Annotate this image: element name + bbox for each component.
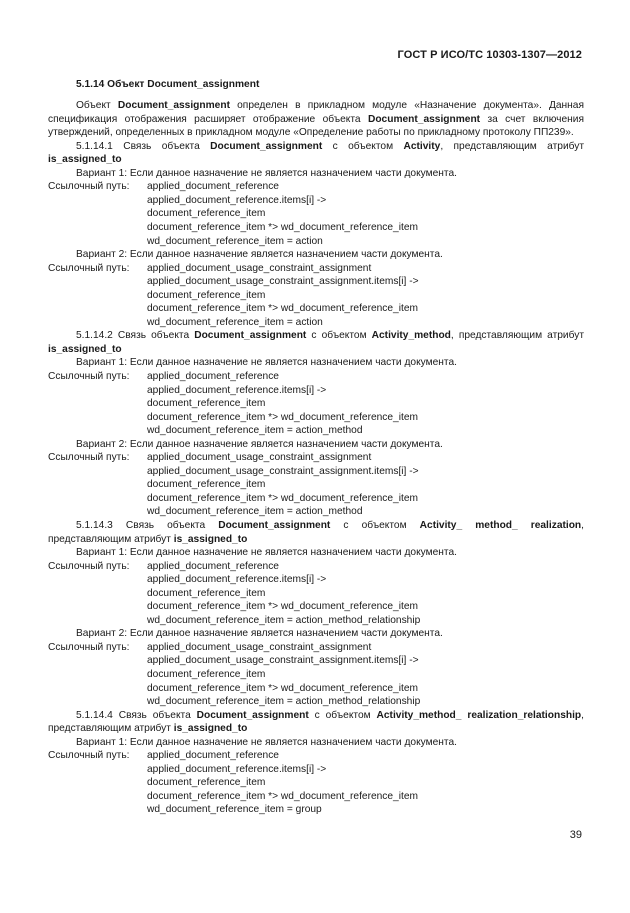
reference-path-line: applied_document_usage_constraint_assignment.items[i] -> <box>147 655 419 667</box>
entity-name: is_assigned_to <box>48 343 122 355</box>
reference-path-line: applied_document_reference <box>147 370 279 382</box>
intro-text: за счет включения утверждений, определенных в прикладном модуле «Определение работы по прикладному протоколу ПП239». <box>48 113 584 139</box>
page-number: 39 <box>569 829 582 841</box>
heading-text: 5.1.14.3 Связь объекта <box>76 520 219 531</box>
heading-text: с объектом <box>306 330 372 342</box>
entity-name: Activity <box>403 140 441 152</box>
reference-path-label: Ссылочный путь: <box>48 370 130 382</box>
reference-path-line: applied_document_usage_constraint_assignment <box>147 452 372 464</box>
entity-name: Activity_method_ realization_relationship <box>376 709 582 721</box>
reference-path-row <box>48 641 584 655</box>
reference-path-line: wd_document_reference_item = action_method_relationship <box>147 614 421 626</box>
entity-name: is_assigned_to <box>173 533 248 545</box>
reference-path-line: document_reference_item *> wd_document_reference_item <box>147 411 418 423</box>
subsections <box>48 140 584 817</box>
reference-path-line: document_reference_item *> wd_document_reference_item <box>147 682 418 694</box>
reference-path-line: applied_document_reference.items[i] -> <box>147 763 327 775</box>
reference-path-line: document_reference_item <box>147 777 266 789</box>
reference-path-row <box>48 749 584 763</box>
reference-path-line: document_reference_item *> wd_document_reference_item <box>147 221 418 233</box>
variant-condition: Вариант 1: Если данное назначение не является назначением части документа. <box>76 547 457 559</box>
entity-name: is_assigned_to <box>48 154 122 166</box>
page-content <box>48 78 584 817</box>
intro-paragraph <box>48 99 584 140</box>
section-title: 5.1.14 Объект Document_assignment <box>76 79 260 90</box>
reference-path-line: document_reference_item <box>147 289 266 301</box>
reference-path-row <box>48 262 584 276</box>
reference-path-line: document_reference_item <box>147 479 266 491</box>
reference-path-label: Ссылочный путь: <box>48 750 130 762</box>
reference-path-label: Ссылочный путь: <box>48 181 130 193</box>
reference-path-line: applied_document_reference.items[i] -> <box>147 384 327 396</box>
subsection <box>48 709 584 817</box>
heading-text: , представляющим атрибут <box>450 330 584 342</box>
variant-condition: Вариант 1: Если данное назначение не является назначением части документа. <box>76 167 457 179</box>
subsection-heading <box>48 329 584 356</box>
reference-path-line: document_reference_item *> wd_document_reference_item <box>147 790 418 802</box>
reference-path-label: Ссылочный путь: <box>48 262 130 274</box>
reference-path-row <box>48 180 584 194</box>
reference-path-line: wd_document_reference_item = action <box>147 316 323 328</box>
reference-path-line: wd_document_reference_item = action_method <box>147 425 363 437</box>
heading-text: , представляющим атрибут <box>440 140 584 152</box>
reference-path-line: document_reference_item *> wd_document_reference_item <box>147 303 418 315</box>
reference-path-line: applied_document_reference <box>147 181 279 193</box>
reference-path-label: Ссылочный путь: <box>48 641 130 653</box>
reference-path-line: wd_document_reference_item = group <box>147 804 322 816</box>
reference-path-line: applied_document_usage_constraint_assignment.items[i] -> <box>147 276 419 288</box>
variant-condition: Вариант 2: Если данное назначение является назначением части документа. <box>76 438 443 450</box>
intro-text: Объект <box>76 100 118 112</box>
reference-path-line: document_reference_item *> wd_document_reference_item <box>147 492 418 504</box>
heading-text: с объектом <box>322 140 404 152</box>
reference-path-line: applied_document_usage_constraint_assignment.items[i] -> <box>147 465 419 477</box>
subsection-heading <box>48 709 584 736</box>
entity-name: Activity_ method_ realization <box>419 520 582 531</box>
document-header: ГОСТ Р ИСО/ТС 10303-1307—2012 <box>397 49 582 61</box>
reference-path-line: applied_document_reference.items[i] -> <box>147 194 327 206</box>
intro-text: определен в прикладном модуле «Назначение документа». Данная спецификация отображения расширяет отображение объекта <box>48 100 584 125</box>
subsection <box>48 329 584 519</box>
reference-path-line: applied_document_reference <box>147 750 279 762</box>
reference-path-row <box>48 370 584 384</box>
entity-name: Document_assignment <box>196 709 309 721</box>
reference-path-line: wd_document_reference_item = action_method_relationship <box>147 696 421 708</box>
heading-text: с объектом <box>330 520 420 531</box>
heading-text: , представляющим атрибут <box>48 520 584 545</box>
reference-path-line: document_reference_item *> wd_document_reference_item <box>147 601 418 613</box>
reference-path-line: applied_document_usage_constraint_assignment <box>147 262 372 274</box>
variant-condition: Вариант 2: Если данное назначение является назначением части документа. <box>76 249 443 261</box>
subsection-heading <box>48 519 584 546</box>
reference-path-line: applied_document_reference.items[i] -> <box>147 574 327 586</box>
variant-condition: Вариант 2: Если данное назначение является назначением части документа. <box>76 628 443 640</box>
entity-name: is_assigned_to <box>173 723 248 735</box>
reference-path-row <box>48 451 584 465</box>
entity-name: Document_assignment <box>117 100 230 112</box>
entity-name: Document_assignment <box>367 113 481 125</box>
subsection <box>48 519 584 709</box>
entity-name: Document_assignment <box>218 520 331 531</box>
reference-path-line: wd_document_reference_item = action <box>147 235 323 247</box>
heading-text: 5.1.14.1 Связь объекта <box>76 140 211 152</box>
reference-path-line: document_reference_item <box>147 208 266 220</box>
heading-text: 5.1.14.4 Связь объекта <box>76 709 197 721</box>
variant-condition: Вариант 1: Если данное назначение не является назначением части документа. <box>76 736 457 748</box>
reference-path-line: wd_document_reference_item = action_method <box>147 506 363 518</box>
entity-name: Document_assignment <box>194 330 307 342</box>
variant-condition: Вариант 1: Если данное назначение не является назначением части документа. <box>76 357 457 369</box>
reference-path-line: applied_document_usage_constraint_assignment <box>147 641 372 653</box>
reference-path-line: document_reference_item <box>147 587 266 599</box>
subsection <box>48 140 584 330</box>
entity-name: Activity_method <box>371 330 451 342</box>
subsection-heading <box>48 140 584 167</box>
reference-path-row <box>48 560 584 574</box>
heading-text: с объектом <box>308 709 377 721</box>
reference-path-line: document_reference_item <box>147 398 266 410</box>
heading-text: 5.1.14.2 Связь объекта <box>76 330 195 342</box>
reference-path-line: document_reference_item <box>147 669 266 681</box>
reference-path-label: Ссылочный путь: <box>48 452 130 464</box>
entity-name: Document_assignment <box>210 140 323 152</box>
reference-path-line: applied_document_reference <box>147 560 279 572</box>
reference-path-label: Ссылочный путь: <box>48 560 130 572</box>
heading-text: , представляющим атрибут <box>48 709 584 735</box>
